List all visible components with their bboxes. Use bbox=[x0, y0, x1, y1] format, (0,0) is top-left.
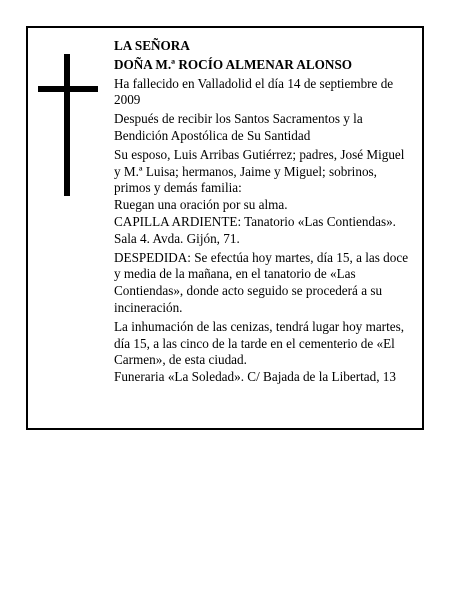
burial-details: La inhumación de las cenizas, tendrá lugar hoy martes, día 15, a las cinco de la tarde en el cementerio de «El Carmen», de esta ciudad. bbox=[114, 318, 405, 368]
wake-details: CAPILLA ARDIENTE: Tanatorio «Las Contiendas». Sala 4. Avda. Gijón, 71. bbox=[114, 213, 396, 246]
obituary-text bbox=[114, 38, 414, 386]
latin-cross-icon bbox=[38, 54, 98, 196]
death-announcement: Ha fallecido en Valladolid el día 14 de septiembre de 2009 bbox=[114, 75, 394, 108]
deceased-name: DOÑA M.ª ROCÍO ALMENAR ALONSO bbox=[114, 56, 353, 72]
funeral-home-details: Funeraria «La Soledad». C/ Bajada de la Libertad, 13 bbox=[114, 369, 396, 385]
deceased-title: LA SEÑORA bbox=[114, 38, 190, 53]
prayer-request: Ruegan una oración por su alma. bbox=[114, 197, 288, 213]
cross-vertical-bar bbox=[64, 54, 70, 196]
cross-horizontal-bar bbox=[38, 86, 98, 92]
sacraments-paragraph: Después de recibir los Santos Sacramentos y la Bendición Apostólica de Su Santidad bbox=[114, 111, 363, 143]
family-paragraph: Su esposo, Luis Arribas Gutiérrez; padres, José Miguel y M.ª Luisa; hermanos, Jaime y Miguel; sobrinos, primos y demás familia: bbox=[114, 146, 405, 196]
farewell-details: DESPEDIDA: Se efectúa hoy martes, día 15, a las doce y media de la mañana, en el tanatorio de «Las Contiendas», donde acto seguido se procederá a su incineración. bbox=[114, 249, 409, 315]
